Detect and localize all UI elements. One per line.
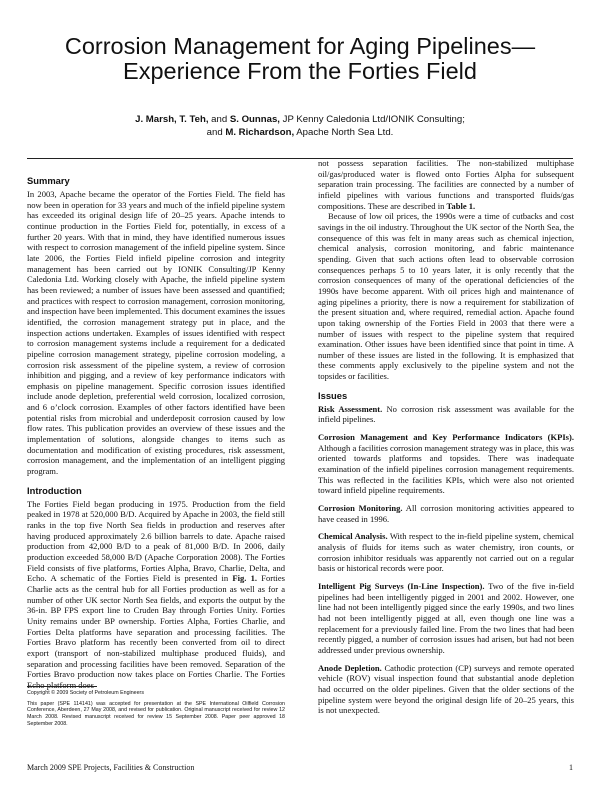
introduction-continued: [318, 158, 574, 211]
introduction-heading: Introduction: [27, 484, 82, 496]
introduction-text: [27, 499, 285, 691]
author-name-richardson: M. Richardson,: [225, 127, 295, 138]
background-paragraph: Because of low oil prices, the 1990s were a time of cutbacks and cost savings in the oil industry. Throughout the UK sector of the North Sea, the consequence of this was felt in many areas such as chemical injection, chemical analysis, corrosion monitoring, and fabric maintenance spending. Given that such actions often lead to observable corrosion consequences perhaps 5 to 10 years later, it is only recently that the corrosion consequences of many of the operational deficiencies of the 1990s have become apparent. With oil prices high and maintenance of aging pipelines a priority, there is now a requirement for stabilization of the present situation and, where required, remedial action. Apache found upon taking ownership of the Forties Field in 2003 that there were a number of issues with respect to the pipeline system that required examination. Other issues have been identified since that point in time. A number of these issues are listed in the following. It is emphasized that these comments apply exclusively to the pipeline system and not the topsides or facilities.: [318, 211, 574, 382]
introduction-text-part-1: The Forties Field began producing in 1975. Production from the field peaked in 1978 at 520,000 B/D. Acquired by Apache in 2003, the field still ranks in the top five North Sea fields in production and reserves after having produced approximately 2.6 billion barrels to date. Apache raised production from 42,000 B/D to a peak of 81,000 B/D. In 2006, daily production exceeded 58,000 B/D (Apache Corporation 2008). The Forties Field consists of five platforms, Forties Alpha, Bravo, Charlie, Delta, and Echo. A schematic of the Forties Field is presented in: [27, 498, 285, 584]
table-reference: Table 1.: [446, 200, 476, 211]
author-names-1: J. Marsh, T. Teh,: [135, 114, 209, 125]
footnote: [27, 690, 285, 728]
issue-heading: Intelligent Pig Surveys (In-Line Inspection).: [318, 580, 485, 591]
issue-heading: Anode Depletion.: [318, 662, 382, 673]
left-column: [27, 175, 285, 691]
introduction-continued-text: not possess separation facilities. The non-stabilized multiphase oil/gas/produced water is flowed onto Forties Alpha for subsequent separation train processing. The facilities are connected by a number of infield pipelines with various functions and transported fluids/gas compositions. These are described in: [318, 158, 574, 211]
author-conjunction-2: and: [206, 127, 226, 138]
issue-item: [318, 531, 574, 574]
issues-heading: Issues: [318, 389, 348, 401]
figure-reference: Fig. 1.: [232, 573, 258, 584]
issues-list: [318, 404, 574, 716]
issue-text: Two of the five in-field pipelines had been intelligently pigged in 2001 and 2002. However, one line had not been intelligently pigged since the early 1990s, and two lines had not been intelligently pigged at all, even though one line was a replacement for a previously failed line. From the two lines that had been recently pigged, a number of corrosion issues had arisen, but had not been addressed under previous ownership.: [318, 580, 574, 655]
issue-item: [318, 581, 574, 656]
issue-heading: Chemical Analysis.: [318, 531, 388, 542]
copyright-notice: Copyright © 2009 Society of Petroleum Engineers: [27, 690, 144, 696]
introduction-text-part-2: Forties Charlie acts as the central hub for all Forties production as well as for a number of other UK sector North Sea fields, and exports the output by the 36-in. BP FPS export line to Cruden Bay through Forties Unity. Forties Unity remains under BP ownership. Forties Alpha, Forties Charlie, and Forties Delta platforms have separation and processing facilities. The Forties Bravo platform has recently been converted from oil to direct export (transport of non-stabilized multiphase produced fluids), and separation and processing facilities have been removed. Separation of the Forties Bravo production now takes place on Forties Charlie. The Forties Echo platform does: [27, 573, 285, 690]
summary-text: In 2003, Apache became the operator of the Forties Field. The field has now been in operation for 33 years and much of the infield pipeline system has exceeded its original design life of 20–25 years. Apache intends to continue production in the Forties Field for, potentially, in excess of a further 20 years. With that in mind, they have identified numerous issues with respect to corrosion management of the infield pipeline system. Since late 2006, the Forties Field infield pipeline corrosion and integrity management has been carried out by IONIK Consulting/JP Kenny Caledonia Ltd. Working closely with Apache, the infield pipeline system has been reviewed; a number of issues have been assessed and quantified; and practices with respect to corrosion management, corrosion monitoring, and inspection have been implemented. This document examines the issues identified, the corrosion management strategy put in place, and the inspection actions undertaken. Examples of issues identified with respect to corrosion management systems include a requirement for a dedicated pipeline corrosion management strategy, pipeline corrosion modeling, a corrosion risk assessment of the pipeline system, a review of corrosion inhibition and pigging, and a review of key performance indicators with emphasis on pipeline management. Specific corrosion issues identified include anode depletion, preferential weld corrosion, localized corrosion, and 6 o’clock corrosion. Examples of other factors identified have been potential risks from microbial and underdeposit corrosion caused by low flow rates. This publication provides an overview of these issues and the implementation of solutions, alongside changes to items such as documentation and modification of existing procedures, risk assessment, corrosion management, and the implementation of an intelligent pigging program.: [27, 189, 285, 477]
page-number: 1: [569, 763, 573, 772]
summary-heading: Summary: [27, 175, 70, 186]
journal-line: March 2009 SPE Projects, Facilities & Construction: [27, 763, 195, 772]
issue-text: All corrosion monitoring activities appeared to have ceased in 1996.: [318, 503, 575, 524]
author-affiliation-2: Apache North Sea Ltd.: [294, 127, 394, 138]
issue-text: With respect to the in-field pipeline system, chemical analysis of fluids for items such as water chemistry, iron counts, or corrosion inhibitor residuals was apparently not carried out on a regular basis or historical records were poor.: [318, 531, 574, 574]
right-column: [318, 158, 574, 723]
issue-heading: Corrosion Monitoring.: [318, 503, 403, 514]
author-line-2: [60, 126, 540, 139]
issue-item: [318, 503, 574, 524]
author-affiliation-1: JP Kenny Caledonia Ltd/IONIK Consulting;: [279, 114, 465, 125]
author-block: [60, 113, 540, 139]
author-conjunction-1: and: [208, 114, 230, 125]
issue-text: Although a facilities corrosion management strategy was in place, this was oriented towards platforms and topsides. There was inadequate examination of the infield pipelines corrosion management requirements. This was reflected in the facilities KPIs, which were also not oriented toward infield pipeline requirements.: [318, 442, 574, 496]
footnote-text: This paper (SPE 114141) was accepted for presentation at the SPE International Oilfield Corrosion Conference, Aberdeen, 27 May 2008, and revised for publication. Original manuscript received for review 12 March 2008. Revised manuscript received for review 15 September 2008. Paper peer approved 18 September 2008.: [27, 700, 285, 727]
issue-item: [318, 404, 574, 425]
paper-title: Corrosion Management for Aging Pipelines—Experience From the Forties Field: [64, 33, 536, 84]
issue-heading: Risk Assessment.: [318, 403, 383, 414]
footnote-divider: [27, 686, 97, 687]
issue-item: [318, 663, 574, 716]
issue-text: Cathodic protection (CP) surveys and remote operated vehicle (ROV) visual inspection found that substantial anode depletion had occurred on the older pipelines. Given that the older sections of the pipeline system were beyond the original design life of 20–25 years, this is not unexpected.: [318, 662, 574, 716]
author-name-ounnas: S. Ounnas,: [229, 114, 280, 125]
issue-heading: Corrosion Management and Key Performance Indicators (KPIs).: [318, 432, 574, 443]
author-line-1: [60, 113, 540, 126]
issue-item: [318, 432, 574, 496]
page-footer: [27, 763, 573, 772]
issue-text: No corrosion risk assessment was available for the infield pipelines.: [318, 403, 574, 425]
